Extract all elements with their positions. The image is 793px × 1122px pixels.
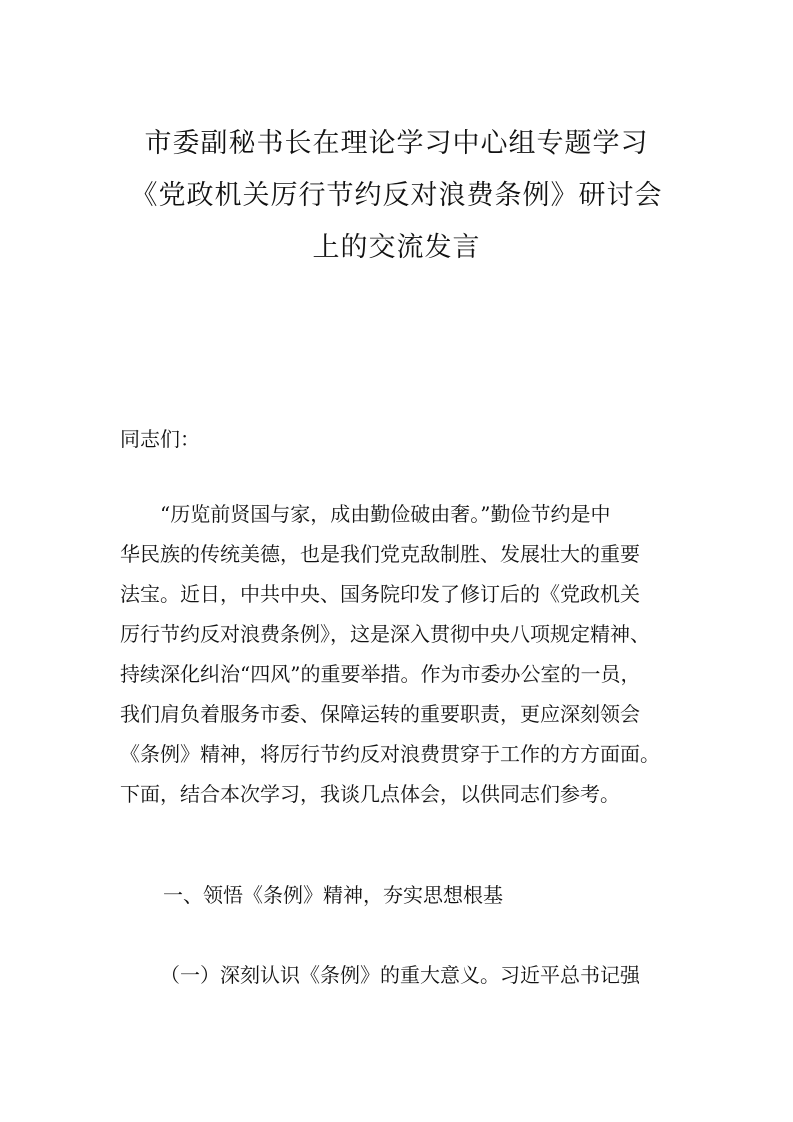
paragraph-line-6: 我们肩负着服务市委、保障运转的重要职责，更应深刻领会	[120, 702, 640, 726]
subsection-line: （一）深刻认识《条例》的重大意义。习近平总书记强	[160, 963, 640, 987]
document-title	[100, 118, 693, 274]
title-line-2: 《党政机关厉行节约反对浪费条例》研讨会	[130, 180, 663, 211]
greeting: 同志们：	[120, 427, 200, 451]
section-heading: 一、领悟《条例》精神，夯实思想根基	[163, 883, 503, 907]
paragraph-line-1: “历览前贤国与家，成由勤俭破由奢。”勤俭节约是中	[160, 502, 611, 526]
body-paragraph	[120, 494, 680, 814]
paragraph-line-3: 法宝。近日，中共中央、国务院印发了修订后的《党政机关	[120, 582, 640, 606]
paragraph-line-7: 《条例》精神，将厉行节约反对浪费贯穿于工作的方方面面。	[120, 742, 660, 766]
paragraph-line-2: 华民族的传统美德，也是我们党克敌制胜、发展壮大的重要	[120, 542, 640, 566]
title-line-3: 上的交流发言	[312, 232, 481, 263]
title-line-1: 市委副秘书长在理论学习中心组专题学习	[144, 128, 649, 159]
paragraph-line-8: 下面，结合本次学习，我谈几点体会，以供同志们参考。	[120, 782, 620, 806]
paragraph-line-5: 持续深化纠治“四风”的重要举措。作为市委办公室的一员，	[120, 662, 641, 686]
paragraph-line-4: 厉行节约反对浪费条例》，这是深入贯彻中央八项规定精神、	[120, 622, 650, 646]
